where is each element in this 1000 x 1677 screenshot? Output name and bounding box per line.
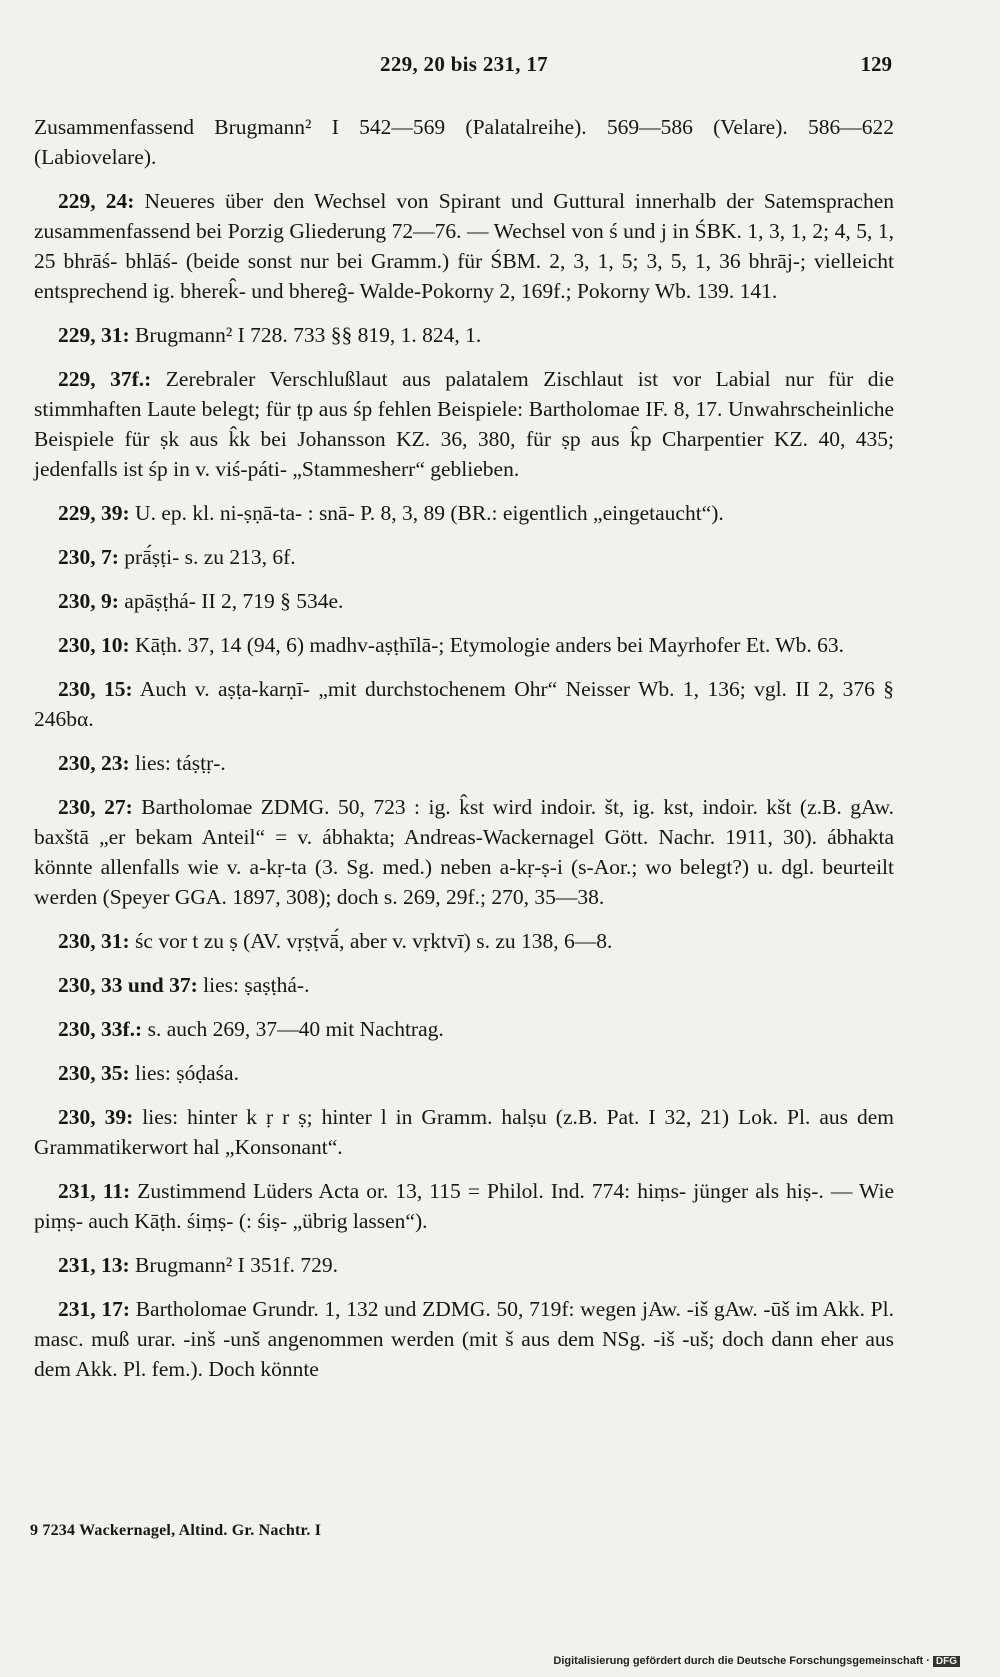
- entry-text: Zerebraler Verschlußlaut aus palatalem Zischlaut ist vor Labial nur für die stimmhaften Laute belegt; für ṭp aus śp fehlen Beispiele: Bartholomae IF. 8, 17. Unwahrscheinliche Beispiele für ṣk aus k̂k bei Johansson KZ. 36, 380, für ṣp aus k̂p Charpentier KZ. 40, 435; jedenfalls ist śp in v. viś-páti- „Stammesherr“ geblieben.: [34, 367, 894, 481]
- entry-text: s. auch 269, 37—40 mit Nachtrag.: [147, 1017, 444, 1041]
- entry-text: U. ep. kl. ni-ṣṇā-ta- : snā- P. 8, 3, 89 (BR.: eigentlich „eingetaucht“).: [135, 501, 724, 525]
- entry-ref: 230, 9:: [58, 589, 119, 613]
- entry-11: [34, 926, 894, 956]
- entry-0: [34, 112, 894, 172]
- entry-text: Bartholomae ZDMG. 50, 723 : ig. k̂st wird indoir. št, ig. kst, indoir. kšt (z.B. gAw. baxštā „er bekam Anteil“ = v. ábhakta; Andreas-Wackernagel Gött. Nachr. 1911, 30). ábhakta könnte allenfalls wie v. a-kṛ-ta (3. Sg. med.) neben a-kṛ-ṣ-i (s-Aor.; wo belegt?) u. dgl. beurteilt werden (Speyer GGA. 1897, 308); doch s. 269, 29f.; 270, 35—38.: [34, 795, 895, 909]
- entry-17: [34, 1250, 894, 1280]
- entry-3: [34, 364, 894, 484]
- entry-text: Neueres über den Wechsel von Spirant und Guttural innerhalb der Satemsprachen zusammenfassend bei Porzig Gliederung 72—76. — Wechsel von ś und j in ŚBK. 1, 3, 1, 2; 4, 5, 1, 25 bhrāś- bhlāś- (beide sonst nur bei Gramm.) für ŚBM. 2, 3, 1, 5; 3, 5, 1, 36 bhrāj-; vielleicht entsprechend ig. bherek̂- und bhereĝ- Walde-Pokorny 2, 169f.; Pokorny Wb. 139. 141.: [34, 189, 894, 303]
- entry-ref: 231, 11:: [58, 1179, 131, 1203]
- entry-7: [34, 630, 894, 660]
- entry-5: [34, 542, 894, 572]
- entry-ref: 230, 7:: [58, 545, 119, 569]
- digitization-text: Digitalisierung gefördert durch die Deutsche Forschungsgemeinschaft ·: [553, 1655, 930, 1667]
- entry-text: Zustimmend Lüders Acta or. 13, 115 = Philol. Ind. 774: hiṃs- jünger als hiṣ-. — Wie piṃṣ- auch Kāṭh. śiṃṣ- (: śiṣ- „übrig lassen“).: [34, 1179, 894, 1233]
- running-head: 229, 20 bis 231, 17: [380, 52, 548, 76]
- entry-ref: 230, 33 und 37:: [58, 973, 198, 997]
- entry-6: [34, 586, 894, 616]
- entry-ref: 231, 17:: [58, 1297, 130, 1321]
- entry-13: [34, 1014, 894, 1044]
- entry-10: [34, 792, 894, 912]
- entry-ref: 230, 27:: [58, 795, 133, 819]
- entry-text: lies: ṣaṣṭhá-.: [203, 973, 310, 997]
- entry-9: [34, 748, 894, 778]
- dfg-logo: DFG: [933, 1656, 960, 1667]
- entry-text: lies: hinter k ṛ r ṣ; hinter l in Gramm. halṣu (z.B. Pat. I 32, 21) Lok. Pl. aus dem Grammatikerwort hal „Konsonant“.: [34, 1105, 895, 1159]
- entry-4: [34, 498, 894, 528]
- entry-text: Zusammenfassend Brugmann² I 542—569 (Palatalreihe). 569—586 (Velare). 586—622 (Labiovelare).: [34, 115, 894, 169]
- entry-ref: 231, 13:: [58, 1253, 130, 1277]
- entry-text: prā́ṣṭi- s. zu 213, 6f.: [124, 545, 296, 569]
- digitization-note: [553, 1655, 960, 1667]
- entry-ref: 229, 31:: [58, 323, 130, 347]
- entry-1: [34, 186, 894, 306]
- entry-ref: 229, 39:: [58, 501, 130, 525]
- entry-18: [34, 1294, 894, 1384]
- entry-12: [34, 970, 894, 1000]
- entry-ref: 230, 23:: [58, 751, 130, 775]
- entry-text: Kāṭh. 37, 14 (94, 6) madhv-aṣṭhīlā-; Etymologie anders bei Mayrhofer Et. Wb. 63.: [135, 633, 844, 657]
- entry-ref: 230, 39:: [58, 1105, 134, 1129]
- entry-ref: 229, 37f.:: [58, 367, 152, 391]
- entry-ref: 229, 24:: [58, 189, 135, 213]
- entry-ref: 230, 10:: [58, 633, 130, 657]
- entry-16: [34, 1176, 894, 1236]
- entry-text: Bartholomae Grundr. 1, 132 und ZDMG. 50, 719f: wegen jAw. -iš gAw. -ūš im Akk. Pl. masc. muß urar. -inš -unš angenommen werden (mit š aus dem NSg. -iš -uš; doch dann eher aus dem Akk. Pl. fem.). Doch könnte: [34, 1297, 894, 1381]
- entry-ref: 230, 31:: [58, 929, 130, 953]
- entry-14: [34, 1058, 894, 1088]
- entry-2: [34, 320, 894, 350]
- entry-text: Brugmann² I 351f. 729.: [135, 1253, 338, 1277]
- entry-8: [34, 674, 894, 734]
- entry-ref: 230, 35:: [58, 1061, 130, 1085]
- entry-text: śc vor t zu ṣ (AV. vṛṣṭvā́, aber v. vṛktvī) s. zu 138, 6—8.: [135, 929, 613, 953]
- entry-text: apāṣṭhá- II 2, 719 § 534e.: [124, 589, 344, 613]
- entry-text: Auch v. aṣṭa-karṇī- „mit durchstochenem Ohr“ Neisser Wb. 1, 136; vgl. II 2, 376 § 246bα.: [34, 677, 894, 731]
- entry-text: Brugmann² I 728. 733 §§ 819, 1. 824, 1.: [135, 323, 482, 347]
- entry-ref: 230, 15:: [58, 677, 133, 701]
- entry-ref: 230, 33f.:: [58, 1017, 143, 1041]
- entry-text: lies: táṣṭṛ-.: [135, 751, 226, 775]
- page-header: [36, 52, 892, 92]
- entry-text: lies: ṣóḍaśa.: [135, 1061, 239, 1085]
- page-body: [34, 112, 894, 1398]
- entry-15: [34, 1102, 894, 1162]
- printer-signature: 9 7234 Wackernagel, Altind. Gr. Nachtr. I: [30, 1522, 322, 1539]
- page-number: 129: [860, 52, 892, 76]
